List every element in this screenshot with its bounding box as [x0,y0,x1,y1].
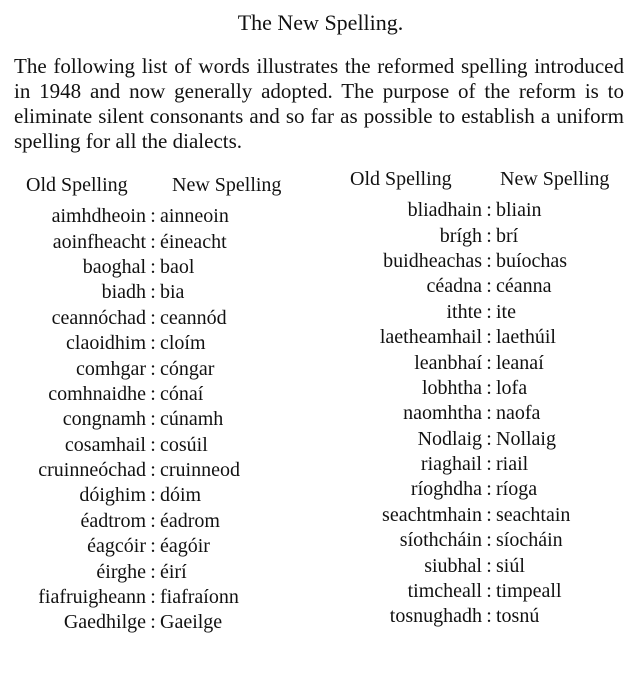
word-pair-row [14,509,300,534]
old-spelling-word: seachtmhain [382,503,482,526]
old-spelling-header: Old Spelling [26,173,128,196]
word-pair-row [328,452,628,477]
word-pair-row [14,255,300,280]
old-spelling-word: ithte [446,300,482,323]
separator-colon: : [150,560,156,583]
new-spelling-word: naofa [496,402,541,425]
old-spelling-word: cosamhail [64,433,146,456]
word-pair-row [328,325,628,350]
old-spelling-word: Gaedhilge [63,611,146,634]
word-pair-row [328,249,628,274]
separator-colon: : [150,509,156,532]
new-spelling-word: Gaeilge [160,611,223,634]
separator-colon: : [486,453,492,476]
separator-colon: : [486,300,492,323]
new-spelling-word: bliain [496,199,542,222]
separator-colon: : [486,580,492,603]
old-spelling-word: cruinneóchad [38,459,146,482]
word-pair-row [328,503,628,528]
separator-colon: : [486,326,492,349]
new-spelling-word: laethúil [496,326,556,349]
word-rows [328,198,628,630]
old-spelling-word: biadh [101,281,146,304]
separator-colon: : [150,306,156,329]
new-spelling-word: céanna [496,275,552,298]
word-pair-row [328,198,628,223]
new-spelling-header: New Spelling [500,167,610,190]
word-pair-row [14,229,300,254]
new-spelling-word: cosúil [160,433,208,456]
word-pair-row [14,407,300,432]
separator-colon: : [486,605,492,628]
old-spelling-word: comhnaidhe [48,382,146,405]
word-pair-row [14,306,300,331]
word-pair-row [328,604,628,629]
separator-colon: : [150,535,156,558]
word-rows [14,204,300,636]
old-spelling-word: síothcháin [399,529,482,552]
new-spelling-word: ceannód [160,306,227,329]
word-pair-row [14,585,300,610]
new-spelling-word: cónaí [160,382,204,405]
new-spelling-word: timpeall [496,580,562,603]
old-spelling-word: fiafruigheann [38,586,146,609]
old-spelling-header: Old Spelling [350,167,452,190]
word-pair-row [14,559,300,584]
word-pair-row [328,427,628,452]
old-spelling-word: timcheall [407,580,482,603]
new-spelling-word: Nollaig [496,427,556,450]
new-spelling-word: cruinneod [160,459,240,482]
new-spelling-word: siúl [496,554,525,577]
old-spelling-word: leanbhaí [414,351,482,374]
word-pair-row [14,610,300,635]
column-headers [328,164,628,194]
new-spelling-word: éagóir [160,535,210,558]
word-pair-row [328,376,628,401]
old-spelling-word: buidheachas [383,249,482,272]
word-pair-row [14,204,300,229]
old-spelling-word: Nodlaig [417,427,482,450]
separator-colon: : [486,402,492,425]
new-spelling-word: seachtain [496,503,571,526]
separator-colon: : [486,376,492,399]
new-spelling-word: baol [160,255,195,278]
old-spelling-word: céadna [426,275,482,298]
old-spelling-word: éadtrom [80,509,146,532]
word-pair-row [14,433,300,458]
old-spelling-word: laetheamhail [379,326,482,349]
separator-colon: : [486,503,492,526]
word-pair-row [14,331,300,356]
intro-paragraph: The following list of words illustrates the reformed spelling introduced in 1948 and now generally adopted. The purpose of the reform is to eliminate silent consonants and so far as possible to establish a uniform spelling for all the dialects. [14,54,624,153]
word-pair-row [14,382,300,407]
old-spelling-word: siubhal [424,554,482,577]
word-pair-row [14,458,300,483]
word-pair-row [328,477,628,502]
old-spelling-word: aimhdheoin [51,205,146,228]
old-spelling-word: claoidhim [66,332,146,355]
separator-colon: : [150,255,156,278]
new-spelling-word: cúnamh [160,408,224,431]
separator-colon: : [486,275,492,298]
new-spelling-word: fiafraíonn [160,586,239,609]
new-spelling-word: ríoga [496,478,538,501]
new-spelling-word: buíochas [496,249,568,272]
new-spelling-word: ainneoin [160,205,229,228]
new-spelling-word: dóim [160,484,202,507]
old-spelling-word: ceannóchad [51,306,146,329]
separator-colon: : [486,224,492,247]
separator-colon: : [150,484,156,507]
new-spelling-word: éirí [160,560,187,583]
word-pair-row [14,280,300,305]
old-spelling-word: ríoghdha [410,478,482,501]
new-spelling-word: brí [496,224,519,247]
word-pair-row [328,274,628,299]
separator-colon: : [150,586,156,609]
separator-colon: : [150,230,156,253]
separator-colon: : [150,205,156,228]
separator-colon: : [486,351,492,374]
old-spelling-word: éirghe [96,560,146,583]
separator-colon: : [486,427,492,450]
new-spelling-word: riail [496,453,529,476]
separator-colon: : [150,433,156,456]
new-spelling-header: New Spelling [172,173,282,196]
separator-colon: : [150,332,156,355]
new-spelling-word: tosnú [496,605,540,628]
separator-colon: : [486,554,492,577]
new-spelling-word: lofa [496,376,528,399]
new-spelling-word: éadrom [160,509,220,532]
old-spelling-word: riaghail [420,453,482,476]
new-spelling-word: cloím [160,332,206,355]
separator-colon: : [486,529,492,552]
word-pair-row [328,401,628,426]
new-spelling-word: síocháin [496,529,563,552]
old-spelling-word: tosnughadh [389,605,482,628]
word-pair-row [14,356,300,381]
separator-colon: : [486,199,492,222]
separator-colon: : [150,459,156,482]
old-spelling-word: baoghal [82,255,146,278]
word-pair-row [328,350,628,375]
new-spelling-word: ite [496,300,516,323]
word-pair-row [328,528,628,553]
word-list-right [328,164,628,630]
word-pair-row [328,579,628,604]
old-spelling-word: brígh [439,224,482,247]
new-spelling-word: cóngar [160,357,215,380]
separator-colon: : [150,382,156,405]
old-spelling-word: comhgar [76,357,146,380]
word-pair-row [14,534,300,559]
separator-colon: : [486,249,492,272]
page-title: The New Spelling. [237,10,404,35]
word-pair-row [328,223,628,248]
old-spelling-word: éagcóir [87,535,146,558]
separator-colon: : [150,357,156,380]
word-pair-row [328,553,628,578]
new-spelling-word: bia [160,281,185,304]
new-spelling-word: éineacht [160,230,227,253]
word-pair-row [328,300,628,325]
word-pair-row [14,483,300,508]
word-list-left [14,170,300,636]
old-spelling-word: lobhtha [422,376,482,399]
old-spelling-word: bliadhain [407,199,482,222]
separator-colon: : [486,478,492,501]
old-spelling-word: aoinfheacht [52,230,146,253]
old-spelling-word: naomhtha [403,402,482,425]
column-headers [14,170,300,200]
separator-colon: : [150,408,156,431]
old-spelling-word: dóighim [79,484,146,507]
old-spelling-word: congnamh [62,408,146,431]
separator-colon: : [150,611,156,634]
separator-colon: : [150,281,156,304]
new-spelling-word: leanaí [496,351,544,374]
